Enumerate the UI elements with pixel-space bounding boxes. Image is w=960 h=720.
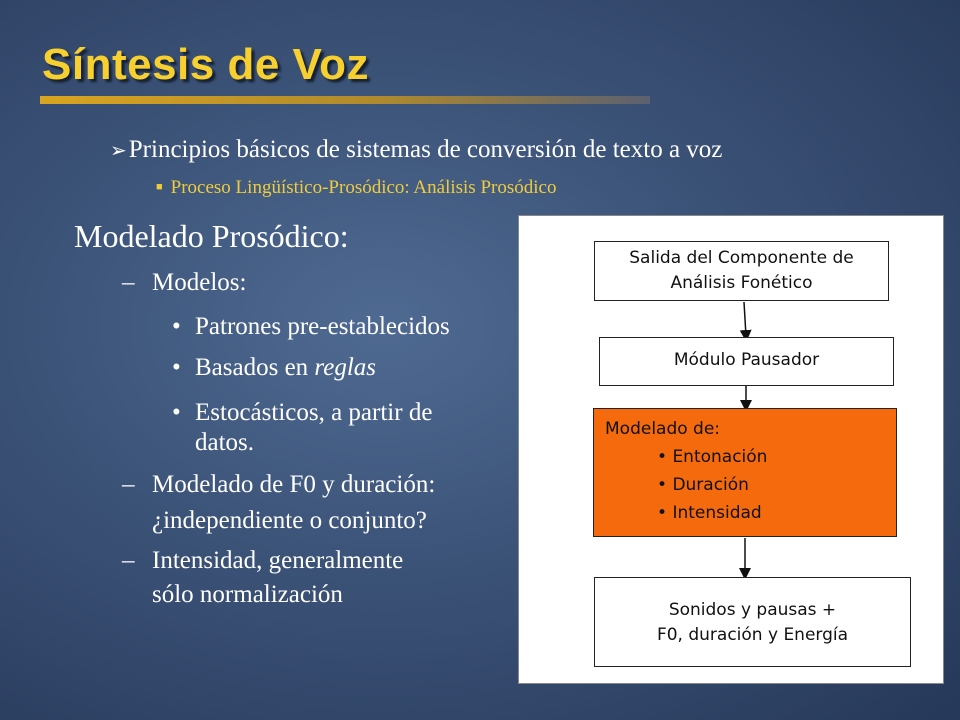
dot-bullet: •	[172, 354, 181, 381]
subtitle-text: Principios básicos de sistemas de conversión de texto a voz	[128, 136, 723, 163]
outline-text: sólo normalización	[152, 581, 343, 608]
box-text: Análisis Fonético	[670, 273, 813, 293]
subsubtitle-line	[156, 177, 556, 199]
box-text: Salida del Componente de	[629, 248, 854, 268]
list-item: • Duración	[657, 475, 749, 495]
square-bullet-icon: ■	[156, 181, 163, 193]
box-text: F0, duración y Energía	[656, 625, 849, 645]
outline-text: ¿independiente o conjunto?	[152, 507, 427, 534]
list-item: • Entonación	[657, 447, 768, 467]
title-underline	[40, 96, 650, 104]
dash-bullet: –	[122, 471, 135, 498]
dash-bullet: –	[122, 269, 135, 296]
box-salida-componente	[594, 241, 889, 301]
diagram-panel	[518, 215, 944, 684]
dot-bullet: •	[172, 313, 181, 340]
box-modulo-pausador	[599, 337, 894, 386]
outline-text: Modelos:	[152, 269, 247, 296]
italic-word: reglas	[314, 354, 376, 381]
slide-title: Síntesis de Voz	[42, 40, 369, 89]
box-sonidos-pausas	[594, 577, 911, 667]
list-item-text: datos.	[195, 429, 255, 456]
outline-text: Intensidad, generalmente	[152, 547, 404, 574]
subtitle-line	[110, 136, 722, 164]
section-heading: Modelado Prosódico:	[74, 218, 349, 254]
arrow-1	[744, 302, 746, 336]
box-text: Sonidos y pausas +	[668, 600, 837, 620]
box-text: Módulo Pausador	[673, 350, 820, 370]
box-modelado	[593, 408, 897, 537]
dash-bullet: –	[122, 547, 135, 574]
arrow-bullet-icon: ➢	[110, 140, 127, 162]
box-modelado-list	[605, 443, 896, 527]
box-heading: Modelado de:	[605, 419, 721, 439]
list-item-text: Patrones pre-establecidos	[195, 313, 450, 340]
list-item-text: Basados en reglas	[195, 354, 376, 381]
dot-bullet: •	[172, 399, 181, 426]
subsubtitle-text: Proceso Lingüístico-Prosódico: Análisis Prosódico	[170, 177, 557, 198]
outline-text: Modelado de F0 y duración:	[152, 471, 436, 498]
list-item-text: Estocásticos, a partir de	[195, 399, 433, 426]
list-item: • Intensidad	[657, 503, 762, 523]
